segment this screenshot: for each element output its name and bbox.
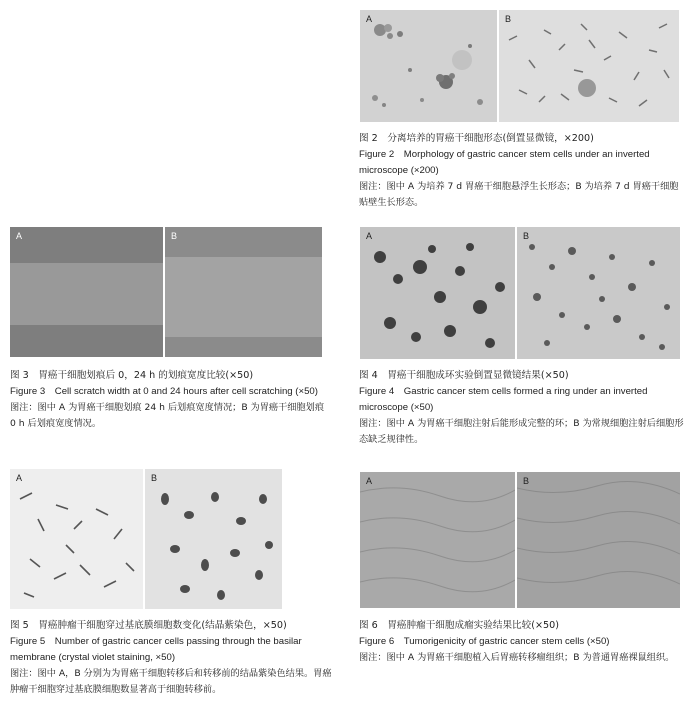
figure-3-panel-a: [10, 227, 163, 357]
figure-6-note: 图注：图中 A 为胃癌干细胞植入后胃癌转移瘤组织；B 为普通胃癌裸鼠组织。: [359, 652, 675, 663]
figure-6-image-a: [360, 472, 515, 608]
figure-4-caption: [359, 368, 684, 447]
figure-5-note: 图注：图中 A，B 分别为为胃癌干细胞转移后和转移前的结晶紫染色结果。胃癌肿瘤干细胞穿过基底膜细胞数显著高于细胞转移前。: [10, 668, 332, 695]
figure-5-panel-a: [10, 469, 143, 609]
figure-4-note: 图注：图中 A 为胃癌干细胞注射后能形成完整的环；B 为常规细胞注射后细胞形态缺乏规律性。: [359, 418, 684, 445]
figure-6-panels: [360, 472, 680, 608]
figure-6-panel-b: [517, 472, 680, 608]
figure-2-caption: [359, 131, 684, 210]
figure-5: [10, 469, 282, 609]
figure-4-panel-a: [360, 227, 515, 359]
figure-2-title-zh: 图 2 分离培养的胃癌干细胞形态(倒置显微镜，×200): [359, 133, 594, 144]
figure-6-title-en: Figure 6 Tumorigenicity of gastric cancer stem cells (×50): [359, 636, 610, 647]
figure-3-caption: [10, 368, 332, 431]
figure-2-image-b: [499, 10, 679, 122]
figure-2: [360, 10, 680, 122]
figure-2-panel-a: [360, 10, 497, 122]
figure-2-panels: [360, 10, 680, 122]
figure-5-image-a: [10, 469, 143, 609]
figure-2-panel-b-label: B: [505, 14, 512, 24]
figure-5-panel-b-label: B: [151, 473, 158, 483]
figure-5-panels: [10, 469, 282, 609]
figure-4-panels: [360, 227, 680, 359]
figure-3: [10, 227, 322, 357]
figure-3-panel-b: [165, 227, 322, 357]
figure-6-title-zh: 图 6 胃癌肿瘤干细胞成瘤实验结果比较(×50): [359, 620, 559, 631]
figure-4-title-zh: 图 4 胃癌干细胞成环实验倒置显微镜结果(×50): [359, 370, 569, 381]
figure-2-image-a: [360, 10, 497, 122]
figure-6: [360, 472, 680, 608]
figure-5-panel-a-label: A: [16, 473, 23, 483]
figure-2-panel-a-label: A: [366, 14, 373, 24]
figure-4-image-b: [517, 227, 680, 359]
figure-3-panels: [10, 227, 322, 357]
figure-4-panel-a-label: A: [366, 231, 373, 241]
figure-5-title-en: Figure 5 Number of gastric cancer cells passing through the basilar membrane (crystal violet staining, ×50): [10, 636, 302, 663]
figure-3-panel-b-label: B: [171, 231, 178, 241]
figure-5-caption: [10, 618, 332, 697]
figure-5-title-zh: 图 5 胃癌肿瘤干细胞穿过基底膜细胞数变化(结晶紫染色，×50): [10, 620, 287, 631]
figure-4-panel-b-label: B: [523, 231, 530, 241]
figure-3-image-a: [10, 227, 163, 357]
figure-3-panel-a-label: A: [16, 231, 23, 241]
figure-2-panel-b: [499, 10, 679, 122]
figure-4-panel-b: [517, 227, 680, 359]
figure-4-title-en: Figure 4 Gastric cancer stem cells formed a ring under an inverted microscope (×50): [359, 386, 648, 413]
figure-3-image-b: [165, 227, 322, 357]
figure-6-panel-b-label: B: [523, 476, 530, 486]
figure-2-title-en: Figure 2 Morphology of gastric cancer stem cells under an inverted microscope (×200): [359, 149, 650, 176]
figure-3-note: 图注：图中 A 为胃癌干细胞划痕 24 h 后划痕宽度情况；B 为胃癌干细胞划痕 0 h 后划痕宽度情况。: [10, 402, 325, 429]
figure-5-image-b: [145, 469, 282, 609]
figure-3-title-en: Figure 3 Cell scratch width at 0 and 24 hours after cell scratching (×50): [10, 386, 318, 397]
figure-5-panel-b: [145, 469, 282, 609]
figure-4-image-a: [360, 227, 515, 359]
figure-6-image-b: [517, 472, 680, 608]
figure-6-panel-a-label: A: [366, 476, 373, 486]
figure-2-note: 图注：图中 A 为培养 7 d 胃癌干细胞悬浮生长形态；B 为培养 7 d 胃癌干细胞贴壁生长形态。: [359, 181, 679, 208]
figure-3-title-zh: 图 3 胃癌干细胞划痕后 0，24 h 的划痕宽度比较(×50): [10, 370, 254, 381]
figure-6-caption: [359, 618, 684, 666]
figure-4: [360, 227, 680, 359]
figure-6-panel-a: [360, 472, 515, 608]
